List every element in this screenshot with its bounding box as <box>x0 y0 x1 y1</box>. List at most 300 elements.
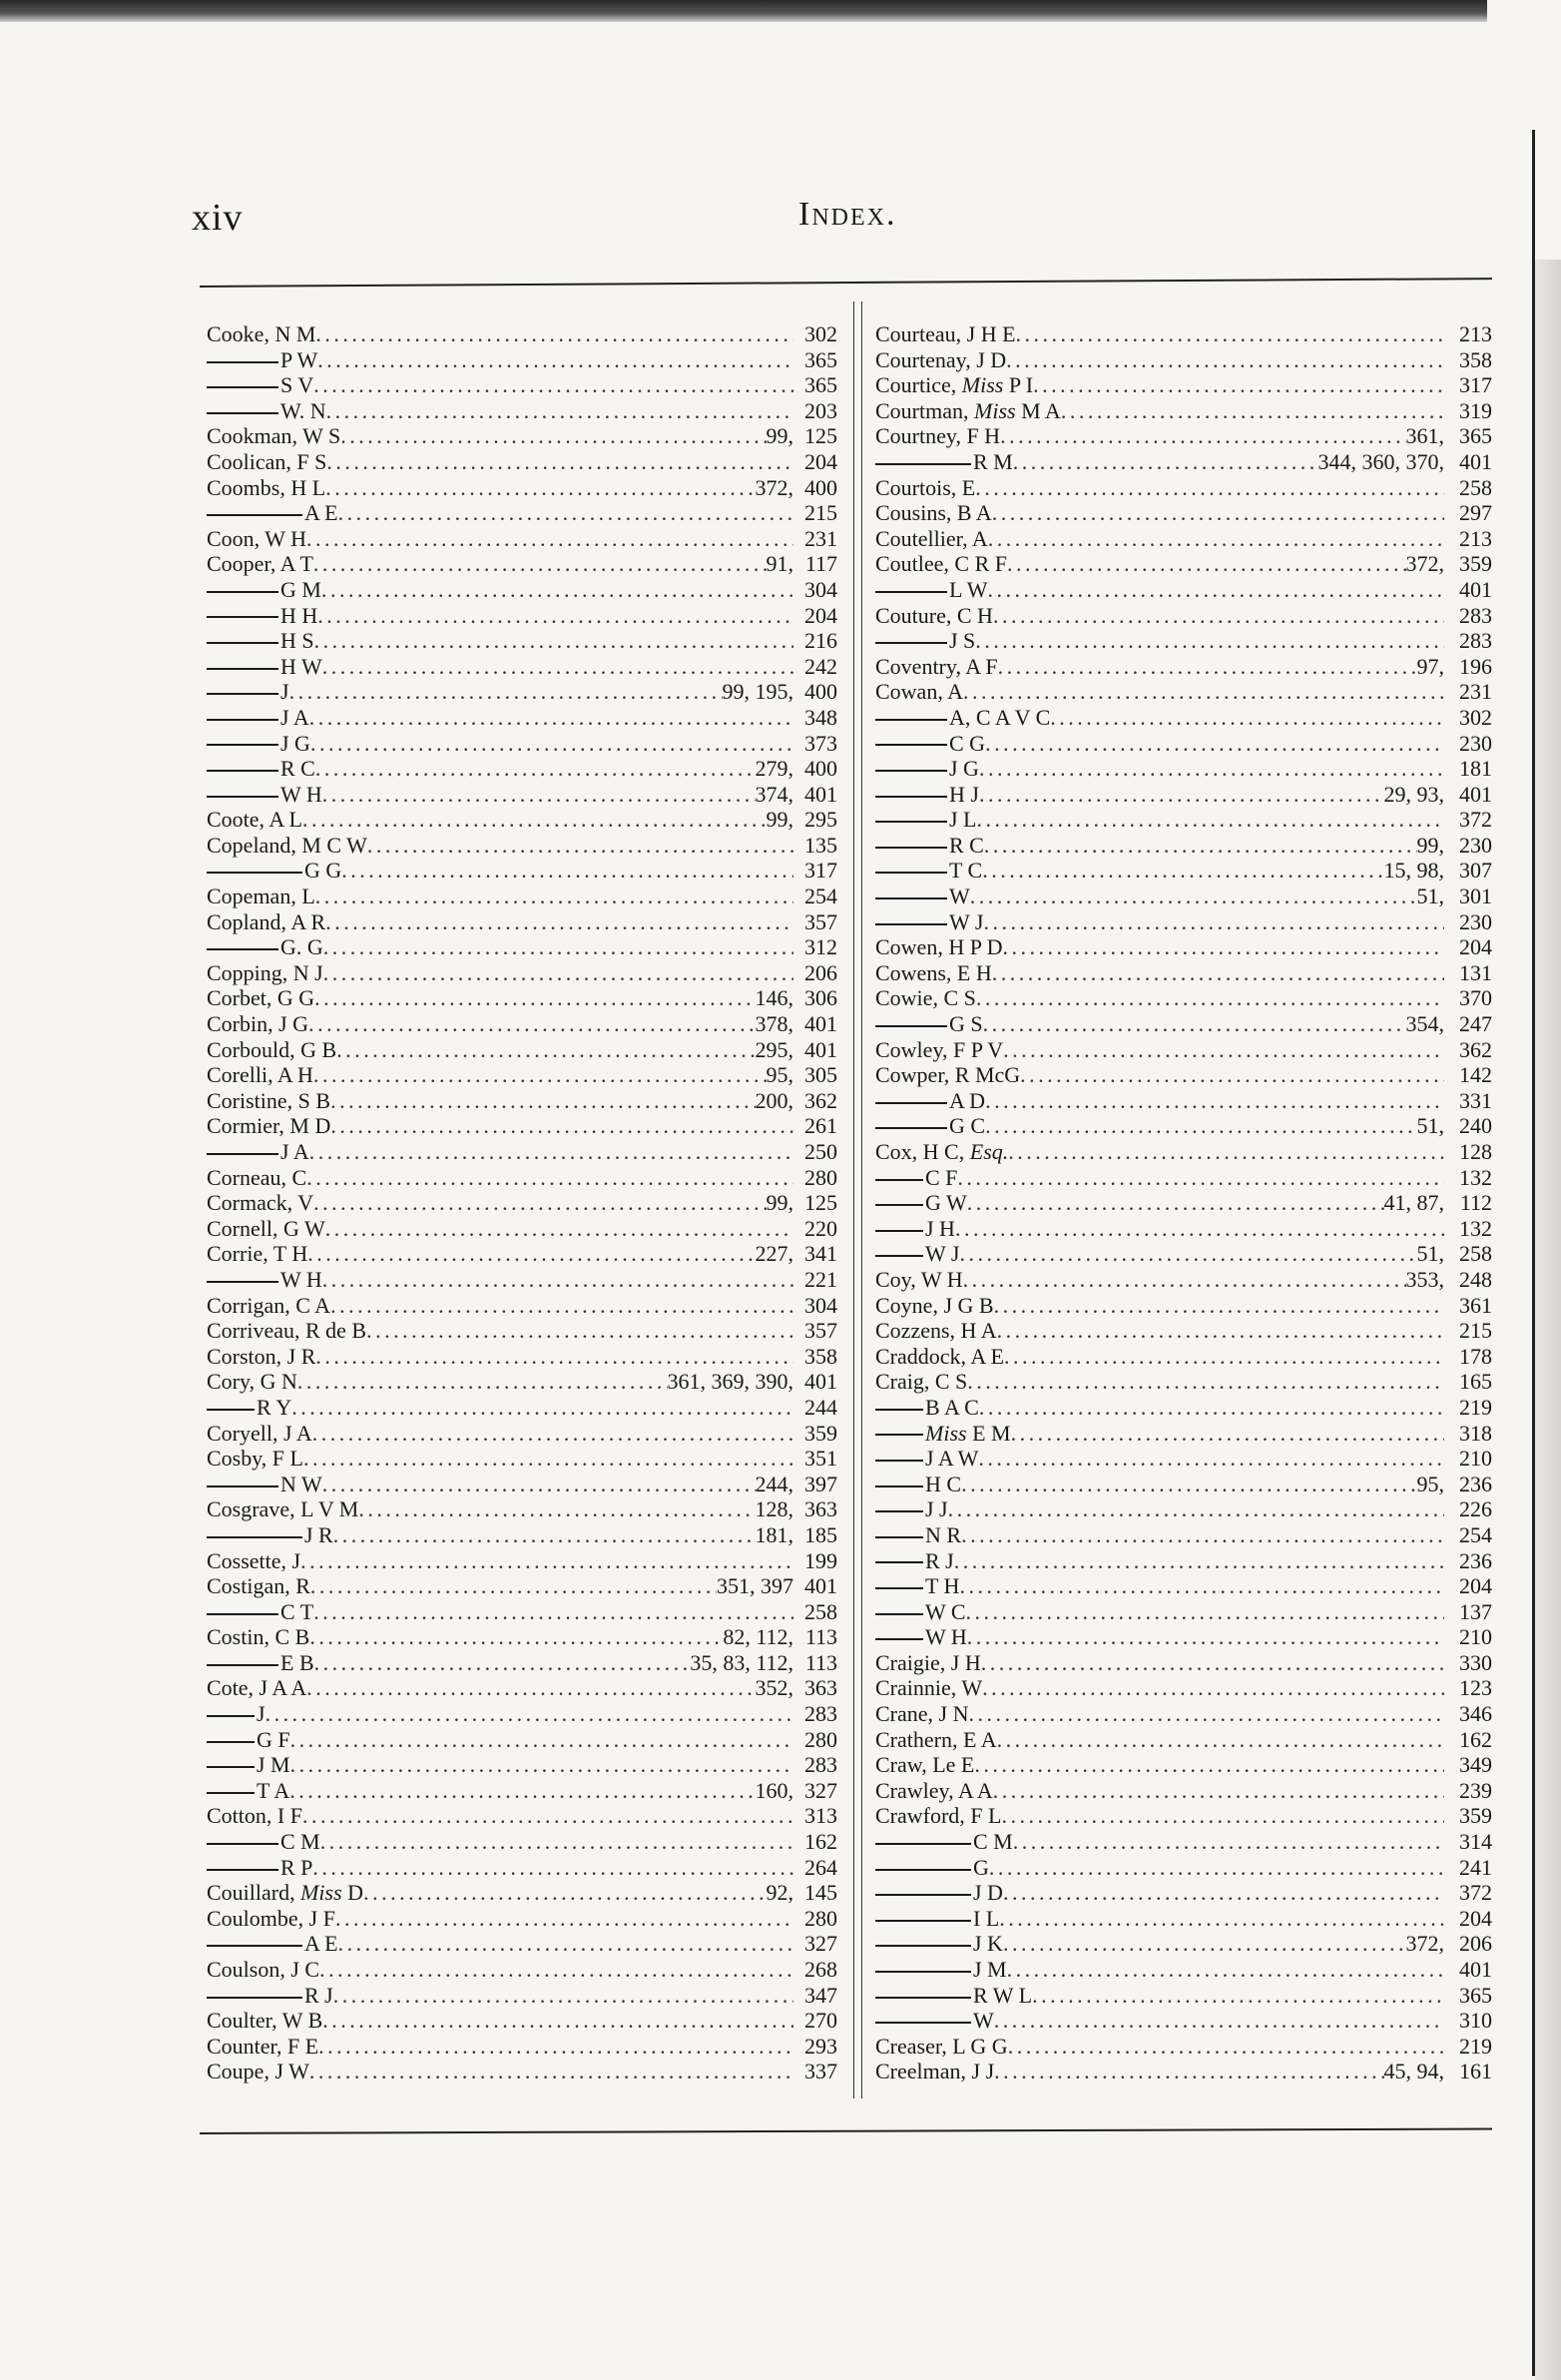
entry-name-text: Cousins, B A <box>875 500 992 526</box>
entry-page-number: 254 <box>1459 1521 1492 1547</box>
entry-name <box>875 1267 963 1293</box>
index-entry <box>207 705 837 731</box>
ditto-dash <box>207 948 278 950</box>
entry-name-text: R P <box>280 1854 313 1880</box>
ditto-dash <box>207 1869 278 1871</box>
leader-dots <box>982 858 1383 884</box>
entry-name <box>875 398 1061 424</box>
index-entry <box>207 884 837 909</box>
entry-name <box>207 858 341 884</box>
entry-name <box>207 1599 313 1625</box>
entry-name-text: Creelman, J J <box>875 2059 995 2084</box>
leader-dots <box>992 960 1444 986</box>
index-entry <box>875 1701 1492 1727</box>
ditto-dash <box>875 1510 923 1512</box>
entry-name-text: Corbin, J G <box>207 1011 309 1037</box>
entry-name <box>207 628 314 654</box>
entry-name-text: G W <box>925 1190 967 1216</box>
entry-title-text: Miss <box>961 372 1004 398</box>
entry-earlier-pages: 227, <box>755 1241 793 1267</box>
index-entry <box>207 1931 837 1957</box>
leader-dots <box>325 909 793 935</box>
leader-dots <box>988 526 1444 552</box>
entry-name <box>875 1472 961 1497</box>
entry-name-text: G S <box>949 1011 983 1037</box>
index-entry <box>207 1675 837 1701</box>
entry-page-number: 280 <box>804 1726 837 1752</box>
entry-page-number: 231 <box>1459 679 1492 705</box>
entry-page-number: 203 <box>804 397 837 423</box>
entry-name-text: W. N <box>280 397 326 423</box>
leader-dots <box>320 1829 793 1855</box>
entry-page-number: 351 <box>804 1446 837 1472</box>
index-entry <box>207 1344 837 1370</box>
entry-name-text: Crathern, E A <box>875 1726 997 1752</box>
index-entry <box>207 1216 837 1242</box>
entry-name <box>875 321 1016 347</box>
entry-name <box>207 551 313 577</box>
leader-dots <box>1003 1931 1406 1957</box>
leader-dots <box>994 2008 1444 2034</box>
entry-name <box>207 1037 336 1063</box>
index-entry <box>207 1395 837 1421</box>
index-entry <box>207 1190 837 1216</box>
index-entry <box>875 1344 1492 1370</box>
ditto-dash <box>875 2022 971 2024</box>
entry-earlier-pages: 361, 369, 390, <box>667 1369 793 1395</box>
entry-earlier-pages: 35, 83, 112, <box>690 1649 793 1675</box>
entry-name <box>875 2034 1008 2060</box>
index-entry <box>875 705 1492 731</box>
index-entry <box>207 1829 837 1855</box>
entry-name-text: A D <box>949 1087 986 1113</box>
entry-earlier-pages: 146, <box>755 985 793 1011</box>
entry-earlier-pages: 295, <box>755 1036 793 1062</box>
leader-dots <box>310 731 793 757</box>
entry-page-number: 215 <box>804 500 837 526</box>
page-number: xiv <box>192 197 244 239</box>
entry-name <box>207 1573 310 1599</box>
scan-top-band <box>0 0 1487 22</box>
entry-name-text: Creaser, L G G <box>875 2033 1008 2059</box>
index-entry <box>875 858 1492 884</box>
entry-earlier-pages: 344, 360, 370, <box>1317 448 1444 474</box>
entry-page-number: 362 <box>804 1087 837 1113</box>
entry-name <box>207 475 325 501</box>
entry-page-number: 283 <box>1459 628 1492 654</box>
entry-name-text: Counter, F E <box>207 2033 319 2059</box>
entry-name-text: J A W <box>925 1446 979 1472</box>
entry-name-text: Corneau, C <box>207 1164 307 1190</box>
ditto-dash <box>207 1997 302 1999</box>
entry-name-text: Corbould, G B <box>207 1036 337 1062</box>
entry-name <box>207 884 315 909</box>
entry-earlier-pages: 45, 94, <box>1383 2059 1444 2084</box>
entry-page-number: 365 <box>804 346 837 372</box>
entry-name <box>875 833 984 859</box>
leader-dots <box>336 1037 755 1063</box>
ditto-dash <box>875 847 947 849</box>
leader-dots <box>984 833 1417 859</box>
entry-name-text: Costigan, R <box>207 1573 310 1599</box>
entry-earlier-pages: 99, 195, <box>722 679 793 705</box>
entry-name <box>207 1522 333 1548</box>
entry-page-number: 346 <box>1459 1701 1492 1727</box>
entry-name-text: J M <box>257 1752 290 1778</box>
index-entry <box>875 1829 1492 1855</box>
entry-name <box>207 1318 366 1344</box>
entry-earlier-pages: 351, 397 <box>717 1573 793 1599</box>
leader-dots <box>961 1522 1444 1548</box>
leader-dots <box>317 347 793 373</box>
entry-name-text: C T <box>280 1598 314 1624</box>
index-entry <box>207 1165 837 1191</box>
leader-dots <box>1003 1880 1444 1906</box>
entry-name <box>207 1675 306 1701</box>
ditto-dash <box>875 719 947 721</box>
entry-page-number: 210 <box>1459 1624 1492 1650</box>
index-entry <box>875 909 1492 935</box>
index-entry <box>875 1165 1492 1191</box>
index-entry <box>875 1267 1492 1293</box>
entry-name-text: Cosgrave, L V M <box>207 1496 359 1522</box>
entry-name-text: Courteau, J H E <box>875 321 1016 346</box>
ditto-dash <box>207 1281 278 1283</box>
ditto-dash <box>207 514 302 516</box>
entry-name-text: Coulter, W B <box>207 2008 323 2034</box>
leader-dots <box>300 1548 793 1574</box>
entry-earlier-pages: 160, <box>755 1777 793 1803</box>
leader-dots <box>321 577 793 603</box>
entry-page-number: 307 <box>1459 858 1492 884</box>
entry-name <box>207 985 314 1011</box>
entry-earlier-pages: 99, <box>766 1190 793 1216</box>
index-entry <box>875 679 1492 705</box>
entry-initials-text: P I <box>1003 372 1034 398</box>
index-entry <box>207 398 837 424</box>
index-entry <box>875 449 1492 475</box>
entry-name-text: Cowley, F P V <box>875 1036 1004 1062</box>
entry-name-text: Coutlee, C R F <box>875 551 1008 577</box>
entry-name <box>875 1778 993 1804</box>
index-entry <box>207 1113 837 1139</box>
index-entry <box>207 449 837 475</box>
entry-page-number: 400 <box>804 756 837 782</box>
index-entry <box>875 1446 1492 1472</box>
entry-name <box>207 1216 325 1242</box>
entry-name-text: S V <box>280 372 314 398</box>
leader-dots <box>961 1472 1416 1497</box>
leader-dots <box>1011 1421 1444 1447</box>
index-entry <box>875 782 1492 808</box>
index-entry <box>207 321 837 347</box>
leader-dots <box>1008 2034 1444 2060</box>
entry-name-text: Corbet, G G <box>207 985 315 1011</box>
entry-name <box>207 1880 363 1906</box>
entry-page-number: 162 <box>804 1829 837 1855</box>
entry-page-number: 280 <box>804 1164 837 1190</box>
entry-name-text: G M <box>280 576 321 602</box>
entry-name <box>875 654 998 680</box>
entry-page-number: 123 <box>1459 1675 1492 1701</box>
entry-name <box>875 1113 985 1139</box>
entry-page-number: 264 <box>804 1854 837 1880</box>
index-entry <box>875 2059 1492 2084</box>
page-title: Index. <box>798 196 897 233</box>
ditto-dash <box>207 796 278 798</box>
entry-name-text: J M <box>973 1957 1007 1982</box>
ditto-dash <box>207 386 278 388</box>
entry-page-number: 401 <box>1459 576 1492 602</box>
entry-page-number: 125 <box>804 1190 837 1216</box>
entry-name-text: Coulombe, J F <box>207 1905 335 1931</box>
index-entry <box>875 1088 1492 1114</box>
index-entry <box>875 1369 1492 1395</box>
index-entry <box>875 807 1492 833</box>
index-entry <box>207 1727 837 1753</box>
leader-dots <box>963 1267 1406 1293</box>
index-entry <box>875 1675 1492 1701</box>
leader-dots <box>1003 1037 1444 1063</box>
entry-name-text: Coutellier, A <box>875 525 988 551</box>
leader-dots <box>318 2034 793 2060</box>
leader-dots <box>315 1344 793 1370</box>
ditto-dash <box>875 1409 923 1411</box>
entry-name <box>207 347 317 373</box>
index-entry <box>207 2008 837 2034</box>
index-entry <box>875 1957 1492 1983</box>
index-entry <box>875 398 1492 424</box>
index-entry <box>875 321 1492 347</box>
ditto-dash <box>875 1613 923 1615</box>
leader-dots <box>988 577 1445 603</box>
entry-name-text: Corrie, T H <box>207 1241 308 1267</box>
entry-name-text: Cormier, M D <box>207 1113 331 1139</box>
entry-page-number: 206 <box>1459 1931 1492 1957</box>
entry-name <box>207 934 323 960</box>
index-entry <box>875 526 1492 552</box>
index-entry <box>875 347 1492 373</box>
leader-dots <box>289 679 723 705</box>
index-entry <box>875 500 1492 526</box>
leader-dots <box>309 2059 793 2084</box>
entry-name-text: Costin, C B <box>207 1624 310 1650</box>
leader-dots <box>994 2059 1383 2084</box>
ditto-dash <box>207 1741 255 1743</box>
entry-page-number: 330 <box>1459 1649 1492 1675</box>
entry-name <box>207 1421 312 1447</box>
entry-name <box>207 423 340 449</box>
leader-dots <box>1013 1829 1444 1855</box>
entry-earlier-pages: 51, <box>1416 1113 1444 1139</box>
entry-name-text: Cormack, V <box>207 1190 314 1216</box>
entry-name-text: L W <box>949 576 988 602</box>
entry-earlier-pages: 41, 87, <box>1383 1190 1444 1216</box>
leader-dots <box>308 1011 755 1037</box>
entry-page-number: 310 <box>1459 2008 1492 2034</box>
entry-name-text: Courtois, E <box>875 474 976 500</box>
entry-page-number: 239 <box>1459 1777 1492 1803</box>
leader-dots <box>997 1727 1444 1753</box>
index-entry <box>875 1880 1492 1906</box>
entry-earlier-pages: 29, 93, <box>1383 781 1444 807</box>
entry-earlier-pages: 99, <box>766 807 793 833</box>
entry-name-text: Cooper, A T <box>207 551 313 577</box>
ditto-dash <box>875 1869 971 1871</box>
entry-page-number: 359 <box>804 1420 837 1446</box>
entry-page-number: 304 <box>804 1292 837 1318</box>
leader-dots <box>998 654 1417 680</box>
entry-name <box>875 1829 1013 1855</box>
entry-name <box>875 1011 983 1037</box>
entry-name <box>875 1165 957 1191</box>
leader-dots <box>335 1906 793 1932</box>
ditto-dash <box>875 1587 923 1589</box>
ditto-dash <box>875 1894 971 1896</box>
leader-dots <box>313 1062 767 1088</box>
index-column-left <box>207 321 837 2084</box>
ditto-dash <box>875 1204 923 1206</box>
index-entry <box>875 1983 1492 2009</box>
leader-dots <box>323 960 793 986</box>
entry-page-number: 283 <box>1459 602 1492 628</box>
ditto-dash <box>875 1561 923 1563</box>
entry-name-text: Cote, J A A <box>207 1675 307 1701</box>
entry-name-text: R J <box>925 1547 954 1573</box>
ditto-dash <box>875 897 947 899</box>
index-entry <box>875 1650 1492 1676</box>
leader-dots <box>982 1675 1444 1701</box>
entry-page-number: 204 <box>1459 934 1492 960</box>
leader-dots <box>326 398 793 424</box>
leader-dots <box>975 628 1444 654</box>
entry-name-text: Cox, H C, <box>875 1139 970 1164</box>
leader-dots <box>366 1318 793 1344</box>
index-entry <box>207 833 837 859</box>
entry-page-number: 317 <box>804 858 837 884</box>
leader-dots <box>302 1803 793 1829</box>
ditto-dash <box>207 1664 278 1666</box>
index-entry <box>875 1752 1492 1778</box>
entry-page-number: 216 <box>804 628 837 654</box>
entry-page-number: 135 <box>804 832 837 858</box>
index-entry <box>875 1472 1492 1497</box>
entry-page-number: 247 <box>1459 1011 1492 1037</box>
entry-name-text: Coolican, F S <box>207 448 327 474</box>
leader-dots <box>983 909 1444 935</box>
index-entry <box>875 1241 1492 1267</box>
leader-dots <box>306 1165 793 1191</box>
ditto-dash <box>875 591 947 593</box>
entry-earlier-pages: 378, <box>755 1011 793 1037</box>
leader-dots <box>312 1855 793 1881</box>
entry-earlier-pages: 372, <box>1405 1931 1444 1957</box>
ditto-dash <box>207 1843 278 1845</box>
leader-dots <box>967 1369 1444 1395</box>
entry-name-text: Courtenay, J D <box>875 346 1007 372</box>
leader-dots <box>309 1624 723 1650</box>
ditto-dash <box>875 1025 947 1027</box>
ditto-dash <box>207 693 278 695</box>
entry-name-text: W C <box>925 1598 966 1624</box>
index-entry <box>207 985 837 1011</box>
entry-page-number: 359 <box>1459 1803 1492 1829</box>
entry-name-text: W J <box>925 1241 960 1267</box>
leader-dots <box>1007 551 1405 577</box>
entry-name-text: Coristine, S B <box>207 1087 331 1113</box>
scan-facing-page-edge <box>1535 260 1561 2380</box>
ditto-dash <box>207 1153 278 1155</box>
index-entry <box>207 1241 837 1267</box>
ditto-dash <box>875 1843 971 1845</box>
entry-name <box>207 2059 309 2084</box>
ditto-dash <box>875 1997 971 1999</box>
entry-name-text: Corston, J R <box>207 1343 316 1369</box>
entry-name-text: Crane, J N <box>875 1701 969 1727</box>
entry-page-number: 204 <box>804 602 837 628</box>
entry-name <box>875 1496 948 1522</box>
entry-name-text: A E <box>304 500 338 526</box>
entry-name <box>207 1983 333 2009</box>
entry-page-number: 327 <box>804 1931 837 1957</box>
index-entry <box>875 1395 1492 1421</box>
entry-page-number: 295 <box>804 807 837 833</box>
index-entry <box>875 475 1492 501</box>
leader-dots <box>983 1011 1406 1037</box>
entry-name <box>875 960 992 986</box>
ditto-dash <box>875 744 947 746</box>
entry-name <box>875 423 1000 449</box>
entry-page-number: 401 <box>804 781 837 807</box>
entry-name-text: Craigie, J H <box>875 1649 981 1675</box>
leader-dots <box>955 1216 1444 1242</box>
entry-name-text: C G <box>949 730 986 756</box>
entry-name-text: A, C A V C <box>949 704 1051 730</box>
entry-name-text: Coyne, J G B <box>875 1292 994 1318</box>
entry-name-text: J A <box>280 704 309 730</box>
ditto-dash <box>207 361 278 363</box>
entry-name <box>207 1496 358 1522</box>
entry-page-number: 359 <box>1459 551 1492 577</box>
entry-name-text: Courtman, <box>875 397 974 423</box>
entry-earlier-pages: 354, <box>1405 1011 1444 1037</box>
leader-dots <box>290 1727 793 1753</box>
entry-name <box>875 909 983 935</box>
entry-page-number: 318 <box>1459 1420 1492 1446</box>
entry-name-text: Cooke, N M <box>207 321 316 346</box>
index-entry <box>207 909 837 935</box>
leader-dots <box>330 1113 793 1139</box>
entry-name-text: H H <box>280 602 318 628</box>
entry-page-number: 357 <box>804 908 837 934</box>
leader-dots <box>1061 398 1444 424</box>
leader-dots <box>313 372 793 398</box>
entry-name-text: Copeland, M C W <box>207 832 367 858</box>
leader-dots <box>977 807 1445 833</box>
leader-dots <box>307 1241 755 1267</box>
entry-page-number: 319 <box>1459 397 1492 423</box>
leader-dots <box>1008 1139 1444 1165</box>
entry-earlier-pages: 361, <box>1405 423 1444 449</box>
leader-dots <box>265 1701 793 1727</box>
entry-name <box>875 1037 1003 1063</box>
entry-page-number: 302 <box>1459 704 1492 730</box>
entry-earlier-pages: 15, 98, <box>1383 858 1444 884</box>
index-entry <box>207 1752 837 1778</box>
entry-name-text: H J <box>949 781 979 807</box>
leader-dots <box>338 500 793 526</box>
leader-dots <box>974 1752 1444 1778</box>
